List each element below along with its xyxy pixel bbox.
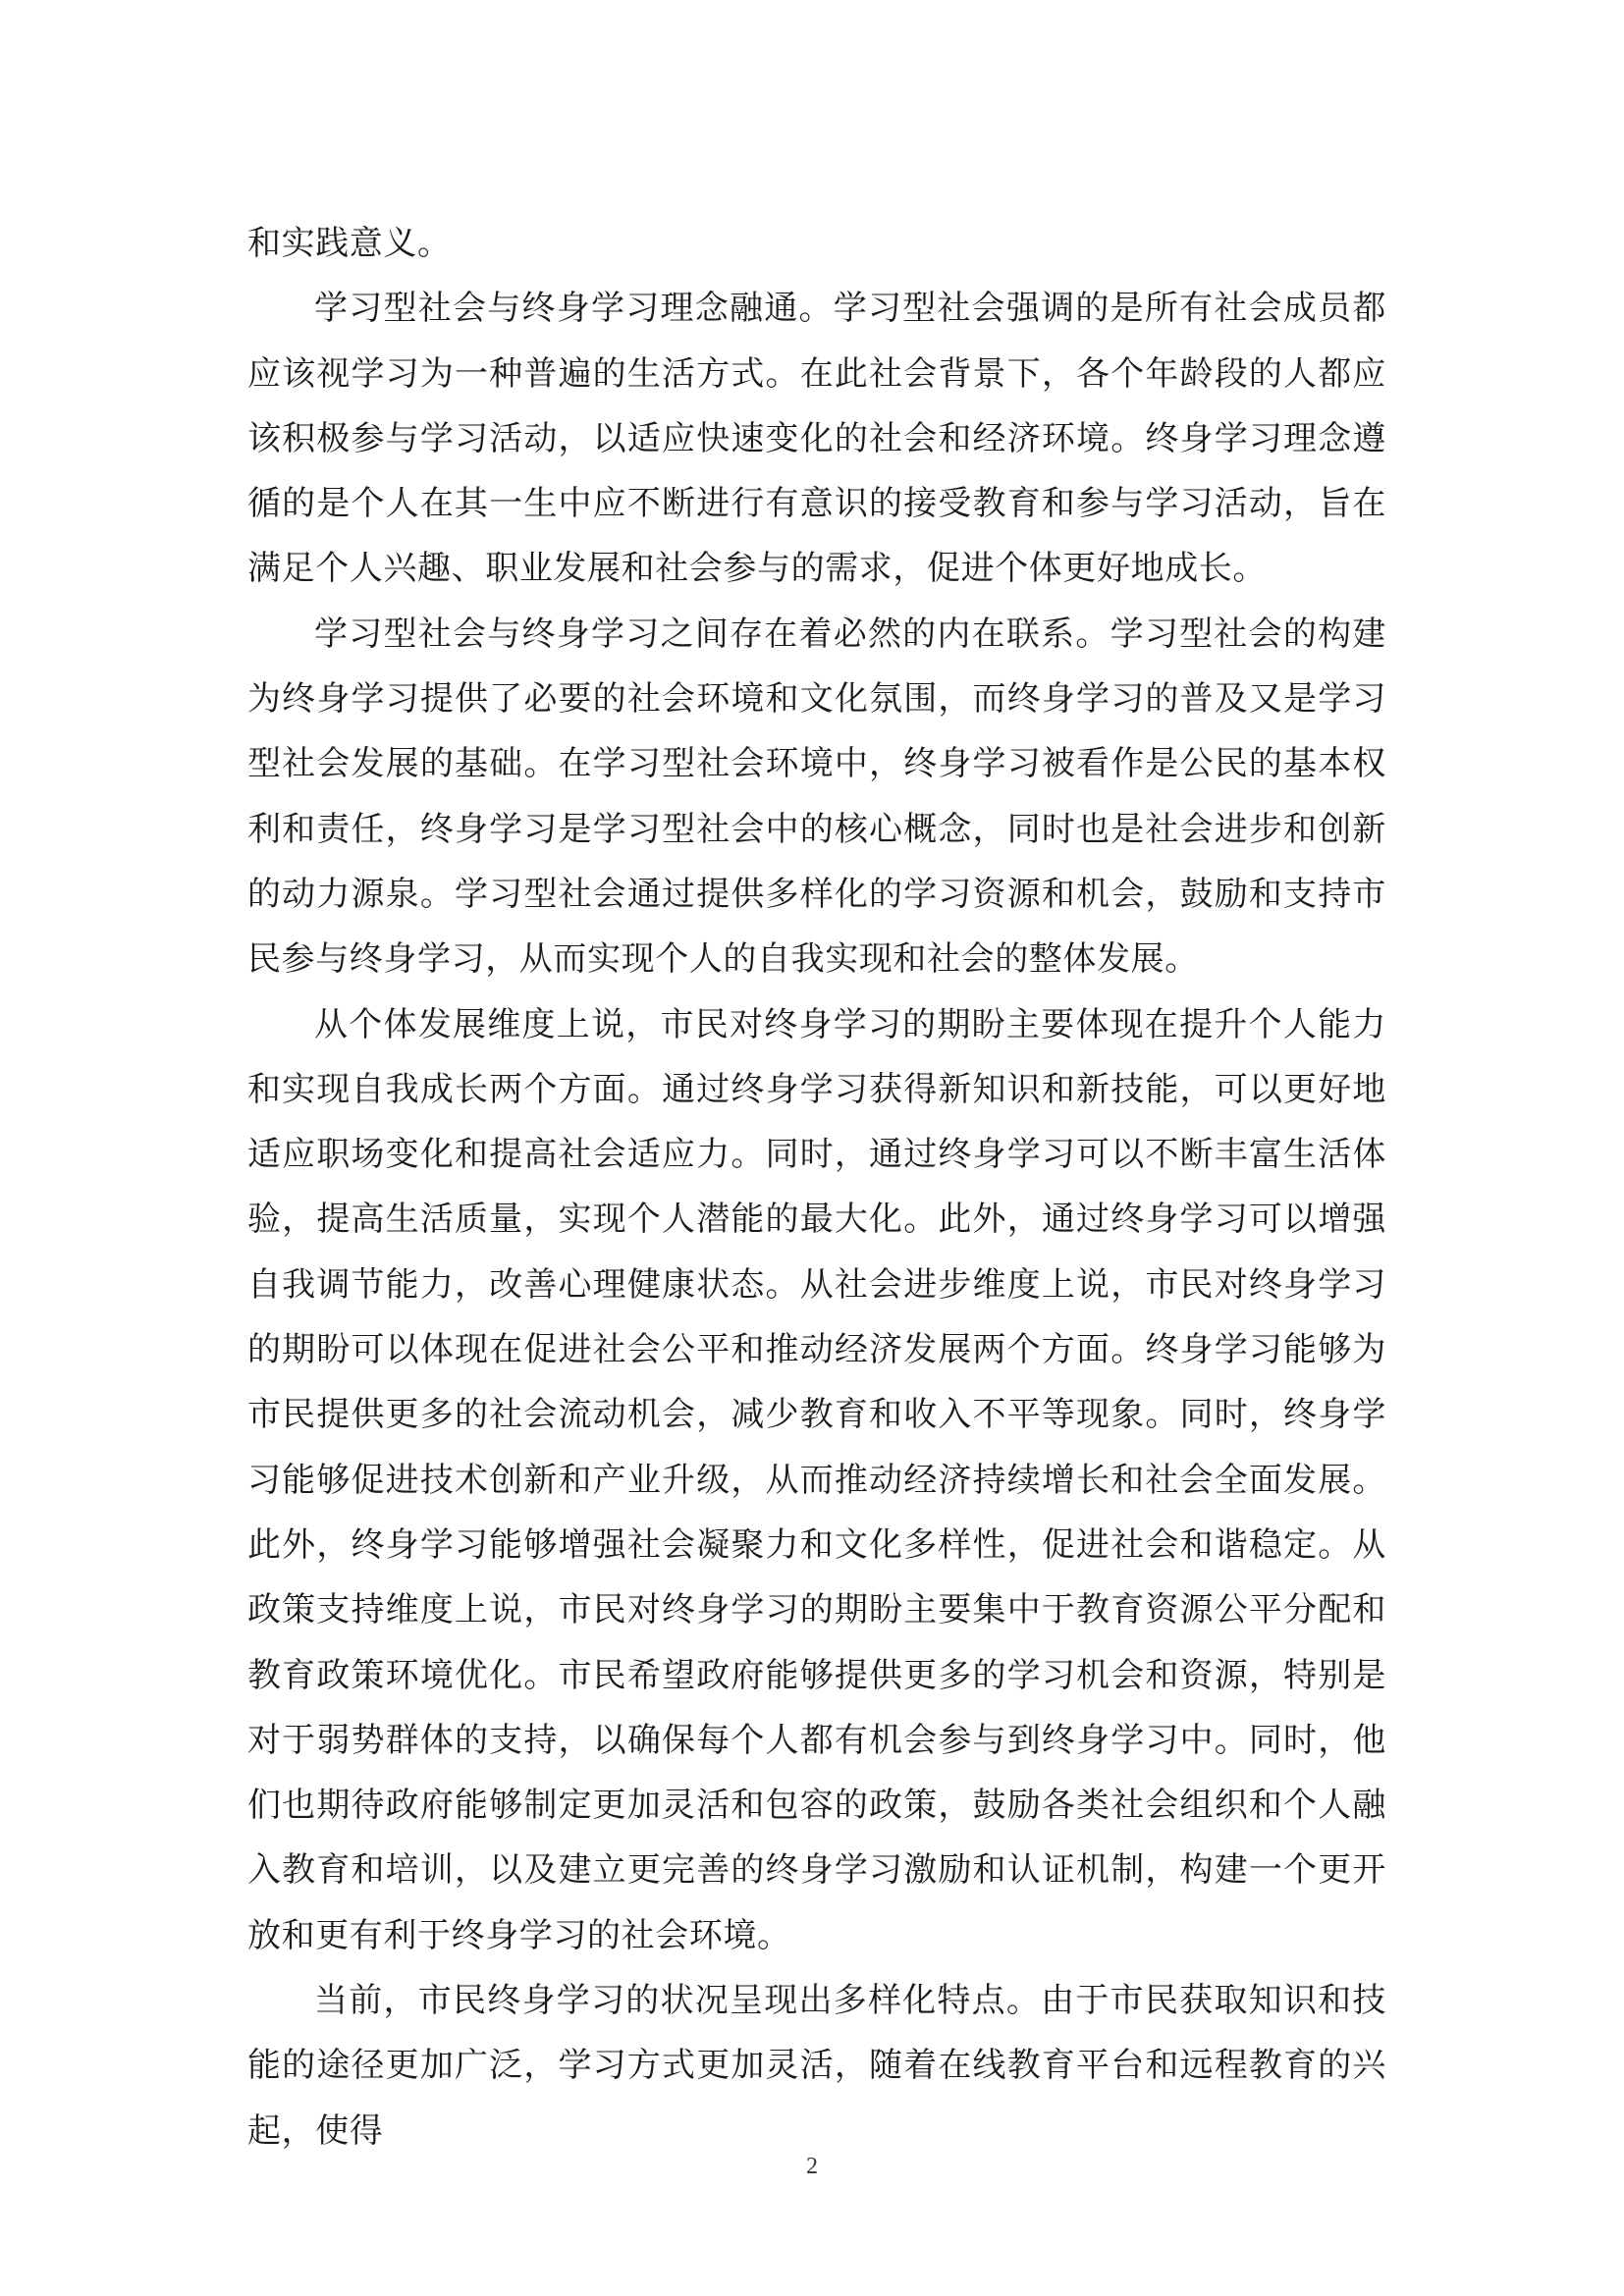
paragraph-learning-society-concept: 学习型社会与终身学习理念融通。学习型社会强调的是所有社会成员都应该视学习为一种普遍的生活方式。在此社会背景下，各个年龄段的人都应该积极参与学习活动，以适应快速变化的社会和经济环境。终身学习理念遵循的是个人在其一生中应不断进行有意识的接受教育和参与学习活动，旨在满足个人兴趣、职业发展和社会参与的需求，促进个体更好地成长。	[247, 289, 1386, 589]
page-number: 2	[806, 2154, 818, 2179]
paragraph-continuation: 和实践意义。	[247, 224, 452, 263]
body-text	[247, 211, 1386, 2163]
paragraph-current-status: 当前，市民终身学习的状况呈现出多样化特点。由于市民获取知识和技能的途径更加广泛，学习方式更加灵活，随着在线教育平台和远程教育的兴起，使得	[247, 1981, 1386, 2151]
paragraph-citizen-expectations: 从个体发展维度上说，市民对终身学习的期盼主要体现在提升个人能力和实现自我成长两个方面。通过终身学习获得新知识和新技能，可以更好地适应职场变化和提高社会适应力。同时，通过终身学习可以不断丰富生活体验，提高生活质量，实现个人潜能的最大化。此外，通过终身学习可以增强自我调节能力，改善心理健康状态。从社会进步维度上说，市民对终身学习的期盼可以体现在促进社会公平和推动经济发展两个方面。终身学习能够为市民提供更多的社会流动机会，减少教育和收入不平等现象。同时，终身学习能够促进技术创新和产业升级，从而推动经济持续增长和社会全面发展。此外，终身学习能够增强社会凝聚力和文化多样性，促进社会和谐稳定。从政策支持维度上说，市民对终身学习的期盼主要集中于教育资源公平分配和教育政策环境优化。市民希望政府能够提供更多的学习机会和资源，特别是对于弱势群体的支持，以确保每个人都有机会参与到终身学习中。同时，他们也期待政府能够制定更加灵活和包容的政策，鼓励各类社会组织和个人融入教育和培训，以及建立更完善的终身学习激励和认证机制，构建一个更开放和更有利于终身学习的社会环境。	[247, 1004, 1386, 1955]
paragraph-intrinsic-connection: 学习型社会与终身学习之间存在着必然的内在联系。学习型社会的构建为终身学习提供了必要的社会环境和文化氛围，而终身学习的普及又是学习型社会发展的基础。在学习型社会环境中，终身学习被看作是公民的基本权利和责任，终身学习是学习型社会中的核心概念，同时也是社会进步和创新的动力源泉。学习型社会通过提供多样化的学习资源和机会，鼓励和支持市民参与终身学习，从而实现个人的自我实现和社会的整体发展。	[247, 614, 1386, 980]
